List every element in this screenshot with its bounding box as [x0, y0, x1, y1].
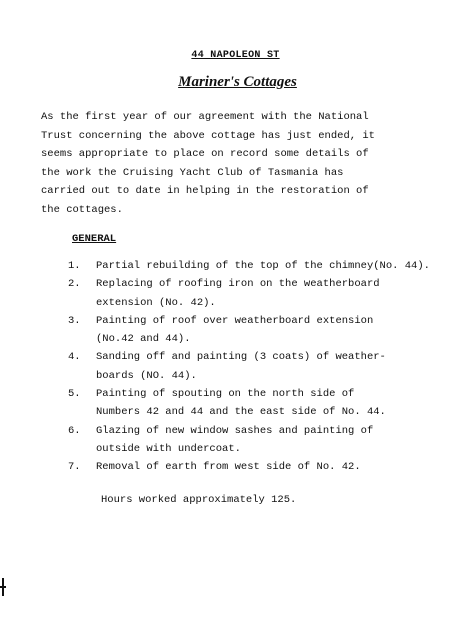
list-item [68, 385, 448, 422]
item-number: 7. [68, 461, 81, 474]
list-item [68, 422, 448, 459]
item-text: Painting of roof over weatherboard extension (No.42 and 44). [96, 314, 374, 346]
document-title: Mariner's Cottages [178, 74, 297, 90]
item-number: 4. [68, 351, 81, 364]
address-heading: 44 NAPOLEON ST [191, 50, 280, 61]
item-number: 3. [68, 314, 81, 327]
list-item [68, 348, 448, 385]
item-number: 1. [68, 260, 81, 272]
list-item [68, 458, 448, 476]
item-text: Replacing of roofing iron on the weatherboard extension (No. 42). [96, 278, 380, 309]
list-item [68, 312, 448, 349]
hours-worked: Hours worked approximately 125. [101, 494, 297, 506]
section-heading-general: GENERAL [72, 233, 117, 245]
item-number: 6. [68, 424, 81, 437]
item-text: Removal of earth from west side of No. 42. [96, 461, 361, 474]
item-text: Painting of spouting on the north side of Numbers 42 and 44 and the east side of No. 44. [96, 388, 386, 419]
list-item [68, 257, 448, 275]
list-item [68, 275, 448, 312]
margin-mark [0, 578, 6, 596]
item-text: Partial rebuilding of the top of the chimney(No. 44). [96, 260, 430, 272]
intro-paragraph: As the first year of our agreement with the National Trust concerning the above cottage has just ended, it seems appropriate to place on record some details of the work the Cruising Yacht Club of Tasmania has carried out to date in helping in the restoration of the cottages. [41, 111, 375, 216]
item-text: Sanding off and painting (3 coats) of weather- boards (NO. 44). [96, 351, 386, 382]
item-number: 5. [68, 388, 81, 401]
work-items-list [68, 257, 448, 477]
item-number: 2. [68, 278, 81, 291]
item-text: Glazing of new window sashes and painting of outside with undercoat. [96, 424, 374, 455]
